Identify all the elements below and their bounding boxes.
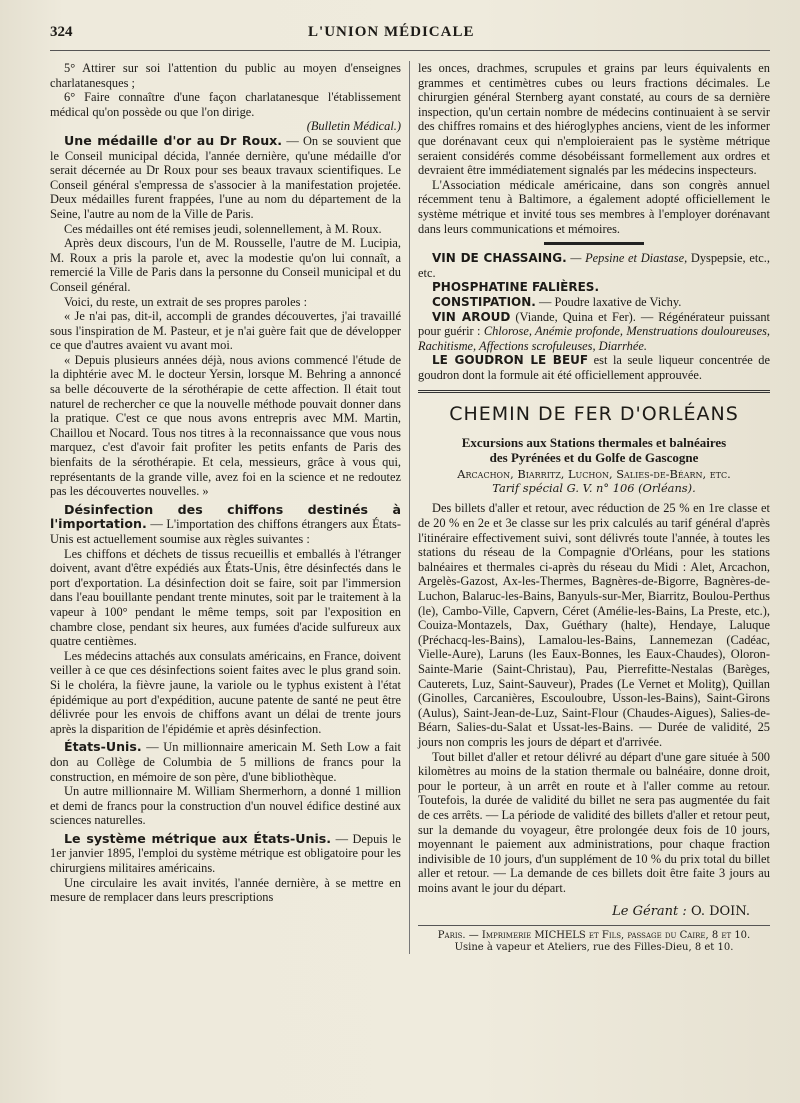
article-metrique: Le système métrique aux États-Unis. — Depuis le 1er janvier 1895, l'emploi du système métrique est obligatoire pour les chirurgiens militaires américains.: [50, 830, 401, 876]
ad-aroud: VIN AROUD (Viande, Quina et Fer). — Régénérateur puissant pour guérir : Chlorose, Anémie profonde, Menstruations douloureuses, Rachitisme, Affections scrofuleuses, Diarrhée.: [418, 309, 770, 353]
quote-paragraph: « Depuis plusieurs années déjà, nous avions commencé l'étude de la diphtérie avec M. le docteur Yersin, lorsque M. Behring a annoncé sa belle découverte de la sérothérapie de cette affection. Il était tout naturel de rechercher ce que la nouvelle méthode pouvait donner dans la pratique. C'est ce que nous avons entrepris avec MM. Martin, Chaillou et Nocard. Tous nos titres à la reconnaissance que vous nous marquez, c'est d'avoir fait profiter les petits enfants de Paris des bienfaits de la sérothérapie. Et cela, messieurs, grâce à vous qui, représentants de la grande ville, avez foi en la science et ne redoutez pas les découvertes nouvelles. »: [50, 352, 401, 499]
ad-chassaing: VIN DE CHASSAING. — Pepsine et Diastase, Dyspepsie, etc., etc.: [418, 251, 770, 280]
list-item: 5° Attirer sur soi l'attention du public au moyen d'enseignes charlatanesques ;: [50, 61, 401, 90]
article-heading: États-Unis.: [64, 739, 142, 755]
paragraph: Ces médailles ont été remises jeudi, solennellement, à M. Roux.: [64, 221, 382, 236]
article-etats-unis: États-Unis. — Un millionnaire americain M. Seth Low a fait don au Collège de Columbia de 5 millions de francs pour la construction, en mémoire de son père, d'une bibliothèque.: [50, 739, 401, 784]
notice-tarif: Tarif spécial G. V. n° 106 (Orléans).: [492, 481, 696, 496]
double-rule: [418, 390, 770, 393]
ad-goudron: LE GOUDRON LE BEUF est la seule liqueur concentrée de goudron dont la formule ait été officiellement approuvée.: [418, 353, 770, 382]
notice-places: Arcachon, Biarritz, Luchon, Salies-de-Béarn, etc.: [457, 467, 731, 482]
article-heading: Désinfection des chiffons destinés à l'importation.: [50, 501, 401, 532]
page-number: 324: [50, 24, 73, 40]
article-heading: Le système métrique aux États-Unis.: [64, 830, 332, 846]
list-item: 6° Faire connaître d'une façon charlatanesque l'établissement médical qu'on possède ou que l'on dirige.: [50, 90, 401, 119]
paragraph: les onces, drachmes, scrupules et grains par leurs équivalents en grammes et centimètres cubes ou leurs fractions décimales. Le chirurgien général Sternberg ayant constaté, au cours de sa dernière inspection, qu'un certain nombre de médecins continuaient à se servir des chiffres romains et des hiéroglyphes anciens, vient de les informer que dorénavant ceux qui n'emploieraient pas le système métrique seraient considérés comme désobéissant formellement aux ordres et devraient être immédiatement signalés par les médecins inspecteurs.: [418, 61, 770, 178]
printer-imprint: Paris. — Imprimerie MICHELS et Fils, passage du Caire, 8 et 10. Usine à vapeur et Ateliers, rue des Filles-Dieu, 8 et 10.: [418, 925, 770, 954]
notice-title: CHEMIN DE FER D'ORLÉANS: [449, 403, 739, 426]
ad-phosphatine: PHOSPHATINE FALIÈRES.: [432, 280, 599, 295]
paragraph: Les médecins attachés aux consulats américains, en France, doivent veiller à ce que ces désinfections soient faites avec le plus grand soin. Si le choléra, la fièvre jaune, la variole ou le typhus existent à l'état épidémique au port d'expédition, aucune patente de santé ne peut être délivrée pour les envois de chiffons avant un délai de trente jours après la disparition de l'épidémie et après désinfection.: [50, 648, 401, 736]
paragraph: Une circulaire les avait invités, l'année dernière, à se mettre en mesure de remplacer dans leurs prescriptions: [50, 875, 401, 905]
article-desinfection: Désinfection des chiffons destinés à l'importation. — L'importation des chiffons étrangers aux États-Unis est actuellement soumise aux règles suivantes :: [50, 501, 401, 546]
quote-paragraph: « Je n'ai pas, dit-il, accompli de grandes découvertes, j'ai travaillé sous l'inspiration de M. Pasteur, et je n'ai guère fait que de développer ce que d'autres avaient vu avant moi.: [50, 309, 401, 353]
notice-subtitle: Excursions aux Stations thermales et balnéaires: [461, 435, 727, 451]
ad-constipation: CONSTIPATION. — Poudre laxative de Vichy.: [432, 294, 682, 309]
article-medaille: Une médaille d'or au Dr Roux. — On se souvient que le Conseil municipal décida, l'année dernière, qu'une médaille d'or serait décernée au Dr Roux pour ses beaux travaux scientifiques. Le Conseil général s'empressa de s'associer à la manifestation projetée. Deux médailles furent frappées, l'une au nom du département de la Seine, l'autre au nom de la Ville de Paris.: [50, 132, 401, 221]
chemin-de-fer-notice: [418, 403, 770, 895]
right-column: [410, 61, 770, 954]
left-column: [50, 61, 410, 954]
paragraph: L'Association médicale américaine, dans son congrès annuel récemment tenu à Baltimore, a également adopté officiellement le système métrique et invité tous ses membres à l'employer dorénavant dans leurs communications et mémoires.: [418, 177, 770, 236]
columns: [50, 61, 770, 954]
paragraph: Un autre millionnaire M. William Shermerhorn, a donné 1 million et demi de francs pour la construction d'un nouvel édifice destiné aux sciences naturelles.: [50, 784, 401, 828]
gerant-signature: Le Gérant : O. DOIN.: [612, 903, 750, 919]
paragraph: Après deux discours, l'un de M. Rousselle, l'autre de M. Lucipia, M. Roux a pris la parole et, avec la modestie qu'on lui connaît, a remercié la Ville de Paris dans la personne du Conseil municipal et du Conseil général.: [50, 236, 401, 294]
journal-title: L'UNION MÉDICALE: [308, 24, 475, 40]
source-citation: (Bulletin Médical.): [306, 119, 401, 134]
page-header: [50, 24, 770, 51]
paragraph: Des billets d'aller et retour, avec réduction de 25 % en 1re classe et de 20 % en 2e et 3e classe sur les prix calculés au tarif général d'après l'itinéraire effectivement suivi, sont délivrés toute l'année, à toutes les stations du réseau de la Compagnie d'Orléans, pour les stations balnéaires et thermales ci-après du réseau du Midi : Alet, Arcachon, Argelès-Gazost, Ax-les-Thermes, Bagnères-de-Bigorre, Bagnères-de-Luchon, Balaruc-les-Bains, Banyuls-sur-Mer, Biarritz, Boulou-Perthus (le), Cambo-Ville, Capvern, Céret (Amélie-les-Bains, La Preste, etc.), Couiza-Montazels, Dax, Guéthary (halte), Hendaye, Laluque (Préchacq-les-Bains), Lamalou-les-Bains, Lannemezan (Cadéac, Vielle-Aure), Laruns (les Eaux-Bonnes, les Eaux-Chaudes), Oloron-Sainte-Marie (Saint-Christau), Pau, Pierrefitte-Nestalas (Barèges, Cauterets, Luz, Saint-Sauveur), Prades (Le Vernet et Molitg), Quillan (Ginolles, Carcanières, Escouloubre, Usson-les-Bains), Saint-Girons (Aulus), Saint-Jean-de-Luz, Saint-Flour (Chaudes-Aigues), Salies-de-Béarn, Salies-du-Salat et Ussat-les-Bains. — Durée de validité, 25 jours non compris les jours de départ et d'arrivée.: [418, 501, 770, 749]
paragraph: Les chiffons et déchets de tissus recueillis et emballés à l'étranger doivent, avant d'être expédiés aux États-Unis, être désinfectés dans le port d'exportation. La désinfection doit se faire, soit par l'immersion dans l'eau bouillante pendant trente minutes, soit par le traitement à la vapeur à 100° pendant le même temps, soit par l'exposition en chambre close, pendant six heures, aux fumées d'acide sulfureux aux quatre centièmes.: [50, 546, 401, 649]
paragraph: Voici, du reste, un extrait de ses propres paroles :: [64, 294, 308, 309]
notice-subtitle: des Pyrénées et du Golfe de Gascogne: [489, 450, 699, 466]
paragraph: Tout billet d'aller et retour délivré au départ d'une gare située à 500 kilomètres au moins de la station thermale ou balnéaire, donne droit, pour le porteur, à un arrêt en route et à l'aller comme au retour. Toutefois, la durée de validité du billet ne sera pas augmentée du fait de ces arrêts. — La période de validité des billets d'aller et retour peut, sur la demande du voyageur, être prolongée deux fois de 10 jours, moyennant le paiement aux administrations, pour chaque fraction indivisible de 10 jours, d'un supplément de 10 % du prix total du billet aller et retour. — La demande de ces billets doit être faite 3 jours au moins avant le jour du départ.: [418, 749, 770, 895]
article-heading: Une médaille d'or au Dr Roux.: [64, 132, 283, 148]
separator-rule: [544, 242, 644, 245]
advertisements: [418, 251, 770, 382]
